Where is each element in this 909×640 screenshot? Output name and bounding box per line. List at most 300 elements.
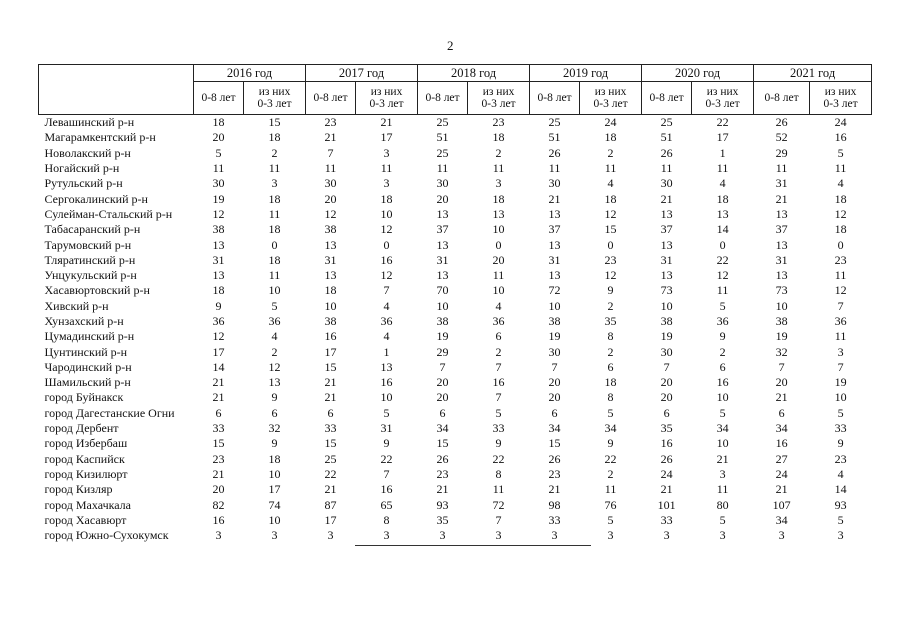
count-0-3: 11: [268, 206, 281, 221]
count-0-8: 13: [548, 268, 561, 283]
count-0-8: 36: [212, 314, 225, 328]
count-0-3: 2: [271, 344, 278, 359]
count-0-3: 18: [492, 191, 505, 206]
count-0-3: 12: [604, 206, 617, 221]
age-0-3-header: из них 0-3 лет: [468, 82, 530, 115]
count-0-8: 13: [436, 268, 449, 283]
count-0-8: 10: [775, 298, 788, 313]
count-0-8: 73: [660, 283, 673, 298]
table-row: [39, 222, 872, 237]
count-0-8: 19: [436, 329, 449, 344]
count-0-8: 107: [772, 497, 791, 512]
count-0-8: 25: [436, 145, 449, 160]
count-0-8: 23: [548, 466, 561, 481]
count-0-3: 14: [716, 222, 729, 237]
count-0-3: 2: [495, 344, 502, 359]
table-row: [39, 344, 872, 359]
count-0-3: 31: [380, 421, 393, 436]
count-0-8: 10: [548, 298, 561, 313]
age-0-8-header: 0-8 лет: [306, 82, 356, 115]
count-0-8: 51: [436, 130, 449, 145]
count-0-8: 101: [657, 497, 676, 512]
count-0-3: 18: [834, 191, 847, 206]
count-0-8: 27: [775, 451, 788, 466]
count-0-8: 31: [212, 252, 225, 267]
count-0-3: 11: [492, 161, 505, 176]
count-0-3: 20: [492, 252, 505, 267]
count-0-8: 37: [436, 222, 449, 237]
count-0-8: 21: [324, 390, 337, 405]
count-0-8: 30: [436, 176, 449, 191]
count-0-8: 21: [436, 482, 449, 497]
count-0-3: 3: [383, 528, 390, 543]
count-0-3: 8: [495, 466, 502, 481]
count-0-8: 30: [660, 344, 673, 359]
table-row: [39, 528, 872, 543]
count-0-8: 9: [215, 298, 222, 313]
count-0-3: 11: [492, 268, 505, 283]
region-name: город Махачкала: [44, 497, 131, 512]
count-0-8: 13: [775, 268, 788, 283]
count-0-8: 38: [660, 314, 673, 328]
count-0-3: 23: [834, 252, 847, 267]
region-name: город Дербент: [44, 421, 119, 436]
age-0-3-header: из них 0-3 лет: [356, 82, 418, 115]
table-row: [39, 497, 872, 512]
count-0-3: 5: [607, 512, 614, 527]
table-row: [39, 421, 872, 436]
count-0-3: 18: [268, 451, 281, 466]
count-0-3: 72: [492, 497, 505, 512]
count-0-8: 6: [551, 405, 558, 420]
count-0-8: 31: [775, 252, 788, 267]
count-0-3: 10: [492, 222, 505, 237]
count-0-3: 18: [268, 252, 281, 267]
count-0-8: 16: [324, 329, 337, 344]
count-0-8: 13: [212, 237, 225, 252]
count-0-8: 20: [660, 375, 673, 390]
region-name: Левашинский р-н: [44, 115, 135, 130]
count-0-3: 21: [716, 451, 729, 466]
count-0-3: 7: [495, 512, 502, 527]
count-0-8: 18: [212, 283, 225, 298]
count-0-3: 10: [268, 512, 281, 527]
count-0-3: 14: [834, 482, 847, 497]
year-header: 2016 год: [194, 65, 306, 82]
count-0-3: 22: [380, 451, 393, 466]
count-0-3: 65: [380, 497, 393, 512]
count-0-3: 3: [495, 176, 502, 191]
count-0-3: 9: [719, 329, 726, 344]
region-name: город Южно-Сухокумск: [44, 528, 169, 543]
count-0-3: 7: [837, 298, 844, 313]
count-0-8: 11: [324, 161, 337, 176]
count-0-8: 3: [215, 528, 222, 543]
count-0-8: 20: [436, 375, 449, 390]
count-0-3: 11: [834, 329, 847, 344]
count-0-3: 4: [837, 176, 844, 191]
count-0-8: 23: [212, 451, 225, 466]
count-0-3: 4: [495, 298, 502, 313]
count-0-8: 52: [775, 130, 788, 145]
count-0-8: 19: [548, 329, 561, 344]
count-0-3: 8: [383, 512, 390, 527]
count-0-3: 3: [271, 176, 278, 191]
count-0-8: 21: [775, 482, 788, 497]
count-0-3: 33: [834, 421, 847, 436]
count-0-8: 35: [436, 512, 449, 527]
count-0-3: 23: [604, 252, 617, 267]
region-name: Табасаранский р-н: [44, 222, 141, 237]
count-0-3: 9: [837, 436, 844, 451]
count-0-3: 2: [495, 145, 502, 160]
count-0-3: 15: [268, 115, 281, 130]
region-name: город Хасавюрт: [44, 512, 127, 527]
count-0-8: 93: [436, 497, 449, 512]
count-0-8: 38: [436, 314, 449, 328]
count-0-8: 19: [212, 191, 225, 206]
table-row: [39, 360, 872, 375]
page-number: 2: [447, 38, 454, 53]
count-0-3: 10: [380, 390, 393, 405]
count-0-3: 24: [604, 115, 617, 130]
age-0-3-header: из них 0-3 лет: [244, 82, 306, 115]
count-0-3: 16: [380, 375, 393, 390]
count-0-3: 5: [607, 405, 614, 420]
count-0-3: 0: [719, 237, 726, 252]
count-0-3: 0: [383, 237, 390, 252]
count-0-3: 3: [271, 528, 278, 543]
table-row: [39, 146, 872, 161]
count-0-8: 31: [775, 176, 788, 191]
count-0-3: 18: [268, 222, 281, 237]
count-0-8: 21: [212, 466, 225, 481]
count-0-8: 6: [439, 405, 446, 420]
count-0-3: 33: [492, 421, 505, 436]
count-0-8: 26: [548, 145, 561, 160]
count-0-8: 13: [324, 268, 337, 283]
count-0-8: 98: [548, 497, 561, 512]
region-name: Цунтинский р-н: [44, 344, 128, 359]
count-0-3: 9: [607, 436, 614, 451]
count-0-8: 21: [660, 191, 673, 206]
age-0-3-header: из них 0-3 лет: [692, 82, 754, 115]
count-0-3: 80: [716, 497, 729, 512]
count-0-8: 3: [551, 528, 558, 543]
age-0-8-header: 0-8 лет: [194, 82, 244, 115]
count-0-8: 21: [324, 482, 337, 497]
table-row: [39, 268, 872, 283]
count-0-3: 21: [380, 115, 393, 130]
region-name: Хунзахский р-н: [44, 314, 124, 328]
count-0-3: 9: [271, 390, 278, 405]
count-0-3: 4: [383, 329, 390, 344]
count-0-8: 11: [436, 161, 449, 176]
count-0-3: 3: [837, 344, 844, 359]
count-0-8: 31: [660, 252, 673, 267]
count-0-8: 24: [660, 466, 673, 481]
count-0-8: 18: [212, 115, 225, 130]
count-0-3: 2: [271, 145, 278, 160]
count-0-8: 15: [212, 436, 225, 451]
count-0-3: 0: [271, 237, 278, 252]
count-0-3: 18: [380, 191, 393, 206]
count-0-8: 37: [548, 222, 561, 237]
count-0-8: 7: [327, 145, 334, 160]
count-0-3: 22: [716, 252, 729, 267]
count-0-8: 26: [775, 115, 788, 130]
count-0-8: 20: [548, 390, 561, 405]
year-header: 2017 год: [306, 65, 418, 82]
count-0-3: 76: [604, 497, 617, 512]
count-0-3: 6: [607, 359, 614, 374]
count-0-8: 10: [660, 298, 673, 313]
count-0-3: 5: [719, 298, 726, 313]
region-name: Сергокалинский р-н: [44, 191, 148, 206]
count-0-3: 8: [607, 390, 614, 405]
count-0-3: 13: [716, 206, 729, 221]
age-0-8-header: 0-8 лет: [530, 82, 580, 115]
table-row: [39, 436, 872, 451]
count-0-8: 34: [548, 421, 561, 436]
count-0-8: 3: [663, 528, 670, 543]
region-name: Хасавюртовский р-н: [44, 283, 150, 298]
count-0-3: 12: [380, 268, 393, 283]
count-0-3: 11: [716, 482, 729, 497]
region-column-header: [39, 65, 194, 115]
count-0-8: 19: [660, 329, 673, 344]
count-0-3: 11: [834, 268, 847, 283]
count-0-3: 4: [607, 176, 614, 191]
table-row: [39, 406, 872, 421]
count-0-8: 29: [775, 145, 788, 160]
count-0-3: 18: [716, 191, 729, 206]
count-0-3: 0: [837, 237, 844, 252]
count-0-3: 12: [604, 268, 617, 283]
count-0-3: 3: [837, 528, 844, 543]
count-0-3: 4: [383, 298, 390, 313]
count-0-3: 2: [607, 145, 614, 160]
count-0-3: 2: [607, 344, 614, 359]
region-name: Шамильский р-н: [44, 375, 131, 390]
region-name: Магарамкентский р-н: [44, 130, 156, 145]
region-name: Цумадинский р-н: [44, 329, 135, 344]
count-0-3: 36: [492, 314, 505, 328]
region-name: город Дагестанские Огни: [44, 405, 175, 420]
count-0-3: 4: [271, 329, 278, 344]
count-0-3: 22: [492, 451, 505, 466]
count-0-8: 16: [775, 436, 788, 451]
count-0-3: 9: [607, 283, 614, 298]
count-0-8: 15: [324, 436, 337, 451]
count-0-3: 18: [604, 191, 617, 206]
region-name: город Буйнакск: [44, 390, 124, 405]
count-0-8: 13: [660, 268, 673, 283]
count-0-8: 20: [212, 482, 225, 497]
count-0-3: 3: [383, 176, 390, 191]
table-body: [39, 115, 872, 544]
count-0-3: 3: [383, 145, 390, 160]
count-0-3: 16: [834, 130, 847, 145]
age-0-3-header: из них 0-3 лет: [810, 82, 872, 115]
count-0-3: 36: [380, 314, 393, 328]
count-0-3: 10: [834, 390, 847, 405]
count-0-8: 3: [778, 528, 785, 543]
count-0-8: 22: [324, 466, 337, 481]
count-0-3: 16: [380, 482, 393, 497]
count-0-3: 24: [834, 115, 847, 130]
age-0-8-header: 0-8 лет: [418, 82, 468, 115]
count-0-3: 15: [604, 222, 617, 237]
region-name: Рутульский р-н: [44, 176, 123, 191]
count-0-3: 10: [716, 390, 729, 405]
count-0-3: 18: [268, 130, 281, 145]
count-0-3: 13: [492, 206, 505, 221]
count-0-3: 5: [719, 405, 726, 420]
count-0-8: 33: [548, 512, 561, 527]
count-0-8: 24: [775, 466, 788, 481]
count-0-3: 11: [834, 161, 847, 176]
table-row: [39, 467, 872, 482]
count-0-3: 16: [716, 375, 729, 390]
count-0-3: 35: [604, 314, 617, 328]
count-0-3: 11: [716, 161, 729, 176]
count-0-3: 34: [604, 421, 617, 436]
count-0-3: 22: [716, 115, 729, 130]
year-header: 2018 год: [418, 65, 530, 82]
count-0-8: 25: [324, 451, 337, 466]
count-0-8: 34: [775, 512, 788, 527]
age-0-3-header: из них 0-3 лет: [580, 82, 642, 115]
table-row: [39, 329, 872, 344]
table-row: [39, 299, 872, 314]
count-0-8: 6: [778, 405, 785, 420]
count-0-8: 7: [439, 359, 446, 374]
count-0-3: 23: [834, 451, 847, 466]
count-0-8: 51: [548, 130, 561, 145]
count-0-8: 31: [324, 252, 337, 267]
count-0-8: 13: [436, 237, 449, 252]
count-0-8: 23: [436, 466, 449, 481]
count-0-3: 17: [716, 130, 729, 145]
region-name: город Каспийск: [44, 451, 125, 466]
count-0-3: 11: [604, 161, 617, 176]
count-0-3: 23: [492, 115, 505, 130]
count-0-3: 5: [495, 405, 502, 420]
count-0-8: 6: [327, 405, 334, 420]
count-0-3: 5: [837, 512, 844, 527]
count-0-8: 32: [775, 344, 788, 359]
count-0-8: 73: [775, 283, 788, 298]
count-0-3: 11: [268, 268, 281, 283]
count-0-8: 87: [324, 497, 337, 512]
count-0-8: 33: [324, 421, 337, 436]
count-0-3: 11: [492, 482, 505, 497]
count-0-8: 37: [660, 222, 673, 237]
count-0-3: 7: [383, 466, 390, 481]
count-0-3: 18: [268, 191, 281, 206]
count-0-3: 4: [719, 176, 726, 191]
table-row: [39, 130, 872, 145]
table-row: [39, 161, 872, 176]
count-0-3: 10: [716, 436, 729, 451]
count-0-3: 2: [719, 344, 726, 359]
region-name: город Избербаш: [44, 436, 128, 451]
count-0-8: 21: [212, 390, 225, 405]
count-0-8: 20: [212, 130, 225, 145]
count-0-3: 9: [495, 436, 502, 451]
count-0-3: 3: [719, 466, 726, 481]
table-row: [39, 314, 872, 329]
count-0-8: 20: [324, 191, 337, 206]
count-0-8: 31: [436, 252, 449, 267]
region-name: Чародинский р-н: [44, 359, 132, 374]
count-0-8: 15: [324, 359, 337, 374]
count-0-8: 33: [660, 512, 673, 527]
count-0-8: 20: [775, 375, 788, 390]
count-0-3: 32: [268, 421, 281, 436]
count-0-3: 36: [834, 314, 847, 328]
count-0-8: 82: [212, 497, 225, 512]
count-0-8: 13: [660, 206, 673, 221]
count-0-8: 20: [660, 390, 673, 405]
count-0-3: 3: [495, 528, 502, 543]
count-0-8: 7: [663, 359, 670, 374]
count-0-8: 23: [324, 115, 337, 130]
count-0-8: 21: [775, 390, 788, 405]
count-0-8: 13: [775, 206, 788, 221]
count-0-8: 11: [212, 161, 225, 176]
count-0-8: 38: [212, 222, 225, 237]
count-0-8: 21: [660, 482, 673, 497]
count-0-8: 16: [212, 512, 225, 527]
count-0-3: 36: [716, 314, 729, 328]
count-0-3: 5: [383, 405, 390, 420]
count-0-3: 12: [834, 206, 847, 221]
count-0-8: 17: [324, 512, 337, 527]
count-0-3: 11: [716, 283, 729, 298]
count-0-8: 7: [551, 359, 558, 374]
count-0-8: 34: [775, 421, 788, 436]
count-0-3: 7: [383, 283, 390, 298]
count-0-8: 51: [660, 130, 673, 145]
count-0-8: 31: [548, 252, 561, 267]
count-0-3: 12: [380, 222, 393, 237]
table-row: [39, 191, 872, 206]
footer-divider: [355, 545, 591, 546]
region-name: город Кизляр: [44, 482, 113, 497]
count-0-8: 13: [324, 237, 337, 252]
count-0-3: 16: [492, 375, 505, 390]
count-0-8: 12: [324, 206, 337, 221]
count-0-8: 17: [324, 344, 337, 359]
year-header-row: [39, 65, 872, 82]
count-0-8: 13: [660, 237, 673, 252]
count-0-8: 38: [324, 222, 337, 237]
age-0-8-header: 0-8 лет: [642, 82, 692, 115]
table-row: [39, 390, 872, 405]
count-0-8: 25: [660, 115, 673, 130]
count-0-8: 21: [324, 375, 337, 390]
count-0-3: 7: [837, 359, 844, 374]
table-row: [39, 482, 872, 497]
region-name: Новолакский р-н: [44, 145, 131, 160]
count-0-3: 18: [604, 130, 617, 145]
count-0-3: 74: [268, 497, 281, 512]
count-0-8: 38: [324, 314, 337, 328]
count-0-3: 18: [834, 222, 847, 237]
count-0-8: 29: [436, 344, 449, 359]
